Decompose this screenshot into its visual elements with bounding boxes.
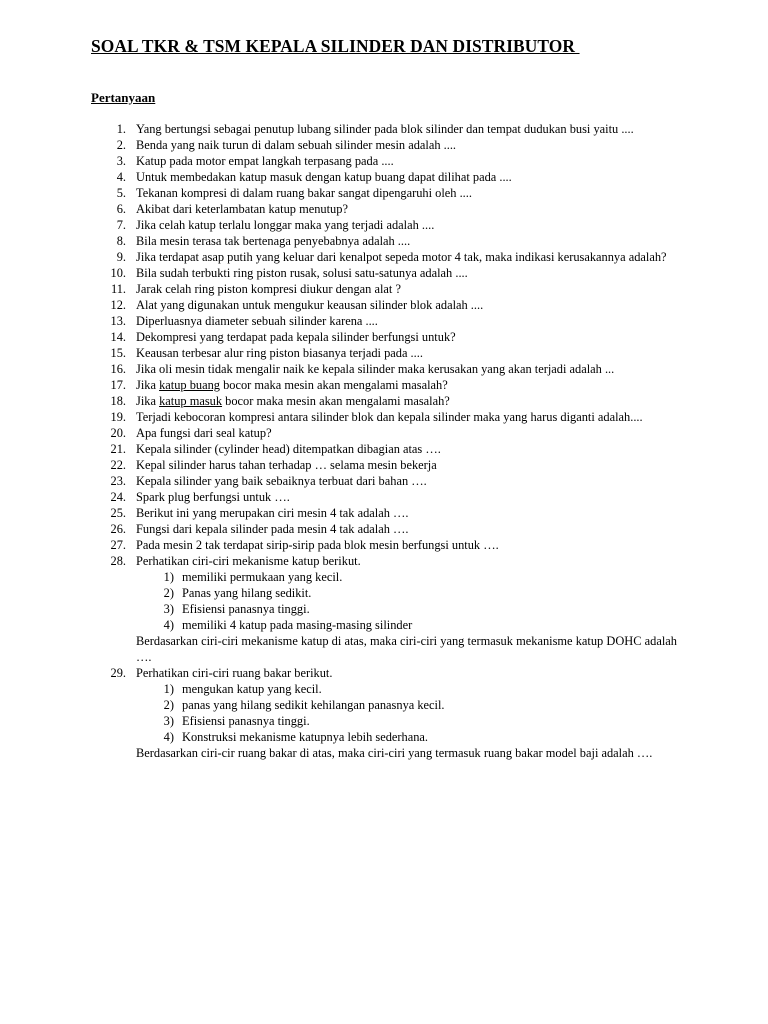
question-text: Bila sudah terbukti ring piston rusak, solusi satu-satunya adalah .... bbox=[136, 266, 468, 280]
question-text: Kepal silinder harus tahan terhadap … selama mesin bekerja bbox=[136, 458, 437, 472]
sub-item bbox=[150, 617, 677, 633]
sub-item-number: 1) bbox=[163, 570, 174, 584]
question-text-part: Jika bbox=[136, 378, 160, 392]
question-text: Apa fungsi dari seal katup? bbox=[136, 426, 272, 440]
question-text: Fungsi dari kepala silinder pada mesin 4 tak adalah …. bbox=[136, 522, 409, 536]
sub-item-text: Panas yang hilang sedikit. bbox=[182, 586, 312, 600]
question-number: 16. bbox=[110, 362, 126, 376]
question-item bbox=[91, 457, 677, 473]
question-number: 11. bbox=[110, 282, 126, 296]
question-text-part: Jika bbox=[136, 394, 160, 408]
question-text: Jika oli mesin tidak mengalir naik ke kepala silinder maka kerusakan yang akan terjadi adalah ... bbox=[136, 362, 615, 376]
question-text-part: bocor maka mesin akan mengalami masalah? bbox=[219, 378, 448, 392]
question-number: 27. bbox=[110, 538, 126, 552]
question-number: 20. bbox=[110, 426, 126, 440]
question-number: 2. bbox=[116, 138, 126, 152]
question-item bbox=[91, 217, 677, 233]
question-text: Jika terdapat asap putih yang keluar dari kenalpot sepeda motor 4 tak, maka indikasi kerusakannya adalah? bbox=[136, 250, 667, 264]
question-item bbox=[91, 169, 677, 185]
question-number: 5. bbox=[116, 186, 126, 200]
question-text: Alat yang digunakan untuk mengukur keausan silinder blok adalah .... bbox=[136, 298, 484, 312]
sub-item-number: 4) bbox=[163, 730, 174, 744]
sub-item bbox=[150, 681, 677, 697]
question-number: 7. bbox=[116, 218, 126, 232]
sub-item bbox=[150, 713, 677, 729]
question-number: 25. bbox=[110, 506, 126, 520]
question-item bbox=[91, 265, 677, 281]
question-number: 4. bbox=[116, 170, 126, 184]
question-item bbox=[91, 185, 677, 201]
question-text: Tekanan kompresi di dalam ruang bakar sangat dipengaruhi oleh .... bbox=[136, 186, 472, 200]
question-item bbox=[91, 345, 677, 361]
question-item bbox=[91, 201, 677, 217]
question-number: 13. bbox=[110, 314, 126, 328]
question-text: Jarak celah ring piston kompresi diukur dengan alat ? bbox=[136, 282, 401, 296]
sub-item-number: 3) bbox=[163, 714, 174, 728]
question-number: 18. bbox=[110, 394, 126, 408]
question-item bbox=[91, 153, 677, 169]
question-number: 17. bbox=[110, 378, 126, 392]
question-item bbox=[91, 121, 677, 137]
sub-item-number: 1) bbox=[163, 682, 174, 696]
sub-item-number: 3) bbox=[163, 602, 174, 616]
question-text: Perhatikan ciri-ciri mekanisme katup berikut. bbox=[136, 554, 361, 568]
question-text: Katup pada motor empat langkah terpasang pada .... bbox=[136, 154, 394, 168]
question-note: Berdasarkan ciri-cir ruang bakar di atas, maka ciri-ciri yang termasuk ruang bakar model baji adalah …. bbox=[136, 746, 653, 760]
question-item bbox=[91, 313, 677, 329]
question-list bbox=[91, 121, 677, 761]
question-text: Spark plug berfungsi untuk …. bbox=[136, 490, 290, 504]
question-item bbox=[91, 553, 677, 665]
question-item bbox=[91, 137, 677, 153]
question-text: Berikut ini yang merupakan ciri mesin 4 tak adalah …. bbox=[136, 506, 409, 520]
question-number: 23. bbox=[110, 474, 126, 488]
question-text: Diperluasnya diameter sebuah silinder karena .... bbox=[136, 314, 378, 328]
question-item bbox=[91, 537, 677, 553]
sub-item-text: memiliki 4 katup pada masing-masing silinder bbox=[182, 618, 413, 632]
question-text: Terjadi kebocoran kompresi antara silinder blok dan kepala silinder maka yang harus diganti adalah.... bbox=[136, 410, 643, 424]
sub-item-text: memiliki permukaan yang kecil. bbox=[182, 570, 343, 584]
question-text: Benda yang naik turun di dalam sebuah silinder mesin adalah .... bbox=[136, 138, 457, 152]
question-item bbox=[91, 665, 677, 761]
question-number: 28. bbox=[110, 554, 126, 568]
question-number: 29. bbox=[110, 666, 126, 680]
sub-item-number: 2) bbox=[163, 586, 174, 600]
question-item bbox=[91, 377, 677, 393]
question-number: 6. bbox=[116, 202, 126, 216]
question-item bbox=[91, 473, 677, 489]
question-text: Kepala silinder (cylinder head) ditempatkan dibagian atas …. bbox=[136, 442, 441, 456]
question-number: 3. bbox=[116, 154, 126, 168]
question-text: Dekompresi yang terdapat pada kepala silinder berfungsi untuk? bbox=[136, 330, 456, 344]
question-text: Bila mesin terasa tak bertenaga penyebabnya adalah .... bbox=[136, 234, 411, 248]
page-title: SOAL TKR & TSM KEPALA SILINDER DAN DISTRIBUTOR bbox=[91, 36, 580, 56]
question-text: Keausan terbesar alur ring piston biasanya terjadi pada .... bbox=[136, 346, 423, 360]
question-text: Kepala silinder yang baik sebaiknya terbuat dari bahan …. bbox=[136, 474, 427, 488]
question-number: 15. bbox=[110, 346, 126, 360]
section-heading: Pertanyaan bbox=[91, 90, 156, 105]
question-item bbox=[91, 441, 677, 457]
question-text: Perhatikan ciri-ciri ruang bakar berikut. bbox=[136, 666, 333, 680]
sub-item bbox=[150, 697, 677, 713]
sub-item-text: panas yang hilang sedikit kehilangan panasnya kecil. bbox=[182, 698, 445, 712]
question-number: 12. bbox=[110, 298, 126, 312]
question-item bbox=[91, 505, 677, 521]
sub-item-text: Efisiensi panasnya tinggi. bbox=[182, 714, 310, 728]
question-item bbox=[91, 361, 677, 377]
sub-item bbox=[150, 585, 677, 601]
question-text: Jika celah katup terlalu longgar maka yang terjadi adalah .... bbox=[136, 218, 435, 232]
question-text bbox=[136, 393, 677, 409]
question-text: Untuk membedakan katup masuk dengan katup buang dapat dilihat pada .... bbox=[136, 170, 512, 184]
sub-item bbox=[150, 569, 677, 585]
question-item bbox=[91, 409, 677, 425]
sub-item bbox=[150, 729, 677, 745]
sub-item-number: 2) bbox=[163, 698, 174, 712]
sub-item-number: 4) bbox=[163, 618, 174, 632]
question-item bbox=[91, 425, 677, 441]
question-number: 1. bbox=[116, 122, 126, 136]
question-item bbox=[91, 233, 677, 249]
question-number: 26. bbox=[110, 522, 126, 536]
question-number: 22. bbox=[110, 458, 126, 472]
question-item bbox=[91, 393, 677, 409]
question-number: 9. bbox=[116, 250, 126, 264]
question-item bbox=[91, 249, 677, 265]
question-note: Berdasarkan ciri-ciri mekanisme katup di atas, maka ciri-ciri yang termasuk mekanisme katup DOHC adalah …. bbox=[136, 634, 677, 664]
question-number: 10. bbox=[110, 266, 126, 280]
underlined-term: katup buang bbox=[159, 378, 220, 392]
question-item bbox=[91, 521, 677, 537]
question-number: 19. bbox=[110, 410, 126, 424]
sub-item bbox=[150, 601, 677, 617]
question-item bbox=[91, 281, 677, 297]
question-text: Akibat dari keterlambatan katup menutup? bbox=[136, 202, 348, 216]
question-text-part: bocor maka mesin akan mengalami masalah? bbox=[222, 394, 450, 408]
underlined-term: katup masuk bbox=[159, 394, 223, 408]
question-text bbox=[136, 377, 677, 393]
question-number: 14. bbox=[110, 330, 126, 344]
sub-item-text: mengukan katup yang kecil. bbox=[182, 682, 322, 696]
question-number: 8. bbox=[116, 234, 126, 248]
question-number: 21. bbox=[110, 442, 126, 456]
sub-item-text: Efisiensi panasnya tinggi. bbox=[182, 602, 310, 616]
question-item bbox=[91, 297, 677, 313]
question-text: Yang bertungsi sebagai penutup lubang silinder pada blok silinder dan tempat dudukan busi yaitu .... bbox=[136, 122, 634, 136]
question-item bbox=[91, 329, 677, 345]
question-item bbox=[91, 489, 677, 505]
question-text: Pada mesin 2 tak terdapat sirip-sirip pada blok mesin berfungsi untuk …. bbox=[136, 538, 499, 552]
sub-item-text: Konstruksi mekanisme katupnya lebih sederhana. bbox=[182, 730, 429, 744]
question-number: 24. bbox=[110, 490, 126, 504]
